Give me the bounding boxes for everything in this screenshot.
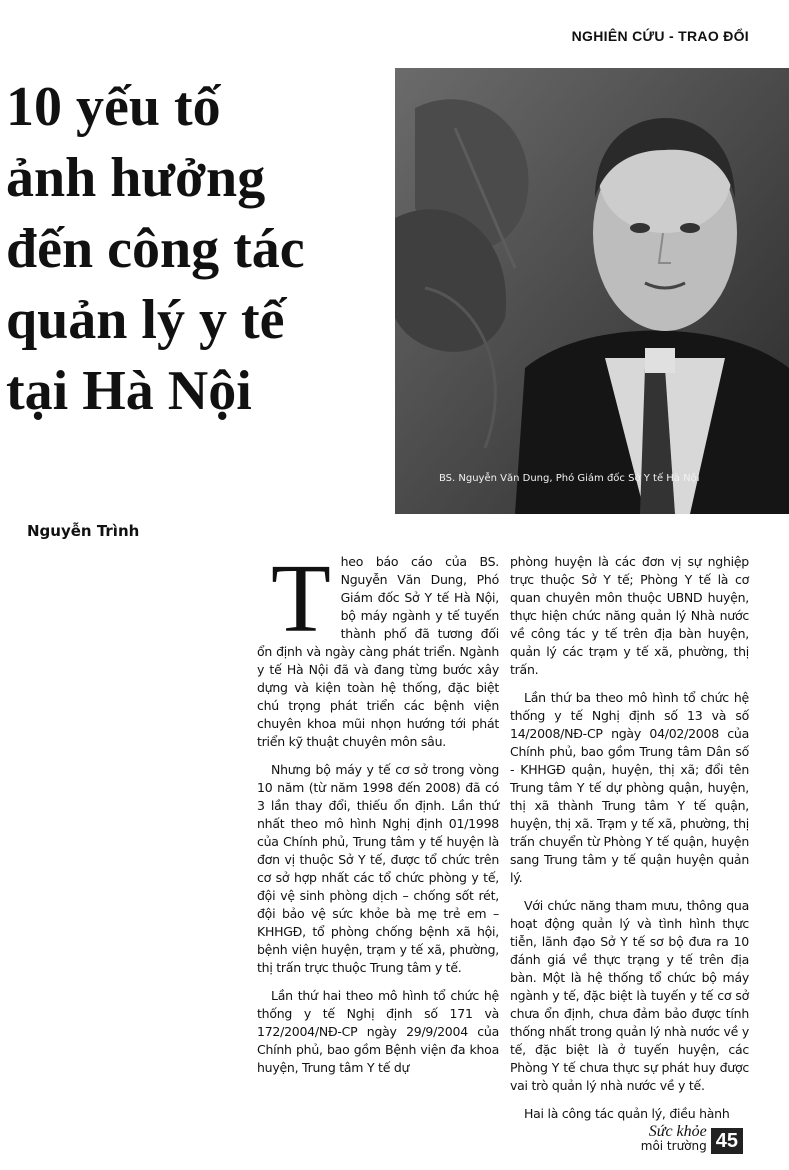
title-line: quản lý y tế — [6, 289, 285, 351]
page-footer — [641, 1124, 743, 1154]
author-byline: Nguyễn Trình — [27, 522, 140, 540]
drop-cap: T — [271, 545, 331, 653]
paragraph — [257, 545, 499, 751]
article-title — [6, 72, 396, 427]
brand-bottom: môi trường — [640, 1139, 707, 1153]
photo-caption: BS. Nguyễn Văn Dung, Phó Giám đốc Sở Y tế Hà Nội — [439, 473, 700, 484]
brand-top: Sức khỏe — [648, 1123, 707, 1140]
title-line: đến công tác — [6, 218, 305, 280]
paragraph: Với chức năng tham mưu, thông qua hoạt động quản lý và tình hình thực tiễn, lãnh đạo Sở Y tế sơ bộ đưa ra 10 đánh giá về thực trạng y tế trên địa bàn. Một là hệ thống tổ chức bộ máy ngành y tế, đặc biệt là tuyến y tế cơ sở chưa ổn định, chưa đảm bảo được tính thống nhất trong quản lý nhà nước về y tế, đặc biệt là ở tuyến huyện, các Phòng Y tế chưa thực sự phát huy được vai trò quản lý nhà nước về y tế. — [510, 898, 749, 1093]
body-column-2 — [510, 553, 749, 1133]
title-line: ảnh hưởng — [6, 147, 266, 209]
section-label: NGHIÊN CỨU - TRAO ĐỔI — [571, 28, 749, 44]
title-line: 10 yếu tố — [6, 76, 221, 138]
magazine-logo — [641, 1124, 707, 1154]
portrait-illustration — [395, 68, 789, 514]
paragraph: Lần thứ ba theo mô hình tổ chức hệ thống y tế Nghị định số 13 và số 14/2008/NĐ-CP ngày 04/02/2008 của Chính phủ, bao gồm Trung tâm Dân số - KHHGĐ quận, huyện, thị xã; đổi tên Trung tâm Y tế dự phòng quận, huyện, thị xã thành Trung tâm Y tế quận, huyện, thị xã. Trạm y tế xã, phường, thị trấn chuyển từ Phòng Y tế quận, huyện sang Trung tâm y tế quận huyện quản lý. — [510, 690, 749, 885]
body-column-1 — [257, 545, 499, 1087]
paragraph: Nhưng bộ máy y tế cơ sở trong vòng 10 năm (từ năm 1998 đến 2008) đã có 3 lần thay đổi, thiếu ổn định. Lần thứ nhất theo mô hình Nghị định 01/1998 của Chính phủ, Trung tâm y tế huyện là đơn vị thuộc Sở Y tế, được tổ chức trên cơ sở hợp nhất các tổ chức phòng y tế, đội vệ sinh phòng dịch – chống sốt rét, đội bảo vệ sức khỏe bà mẹ trẻ em – KHHGĐ, tổ phòng chống bệnh xã hội, bệnh viện huyện, trạm y tế xã, phường, thị trấn trực thuộc Trung tâm y tế. — [257, 762, 499, 975]
page-number: 45 — [711, 1128, 743, 1154]
portrait-photo — [395, 68, 789, 514]
paragraph: phòng huyện là các đơn vị sự nghiệp trực thuộc Sở Y tế; Phòng Y tế là cơ quan chuyên môn thuộc UBND huyện, thực hiện chức năng quản lý Nhà nước về công tác y tế trên địa bàn huyện, quản lý các trạm y tế xã, phường, thị trấn. — [510, 554, 749, 677]
title-line: tại Hà Nội — [6, 360, 252, 422]
paragraph: Hai là công tác quản lý, điều hành — [524, 1106, 730, 1121]
paragraph: Lần thứ hai theo mô hình tổ chức hệ thống y tế Nghị định số 171 và 172/2004/NĐ-CP ngày 29/9/2004 của Chính phủ, bao gồm Bệnh viện đa khoa huyện, Trung tâm Y tế dự — [257, 988, 499, 1075]
paragraph-text: heo báo cáo của BS. Nguyễn Văn Dung, Phó Giám đốc Sở Y tế Hà Nội, bộ máy ngành y tế tuyến thành phố đã tương đối ổn định và ngày càng phát triển. Ngành y tế Hà Nội đã và đang từng bước xây dựng và kiện toàn hệ thống, đặc biệt chú trọng phát triển các bệnh viện chuyên khoa mũi nhọn hướng tới phát triển kỹ thuật chuyên môn sâu. — [257, 554, 499, 749]
